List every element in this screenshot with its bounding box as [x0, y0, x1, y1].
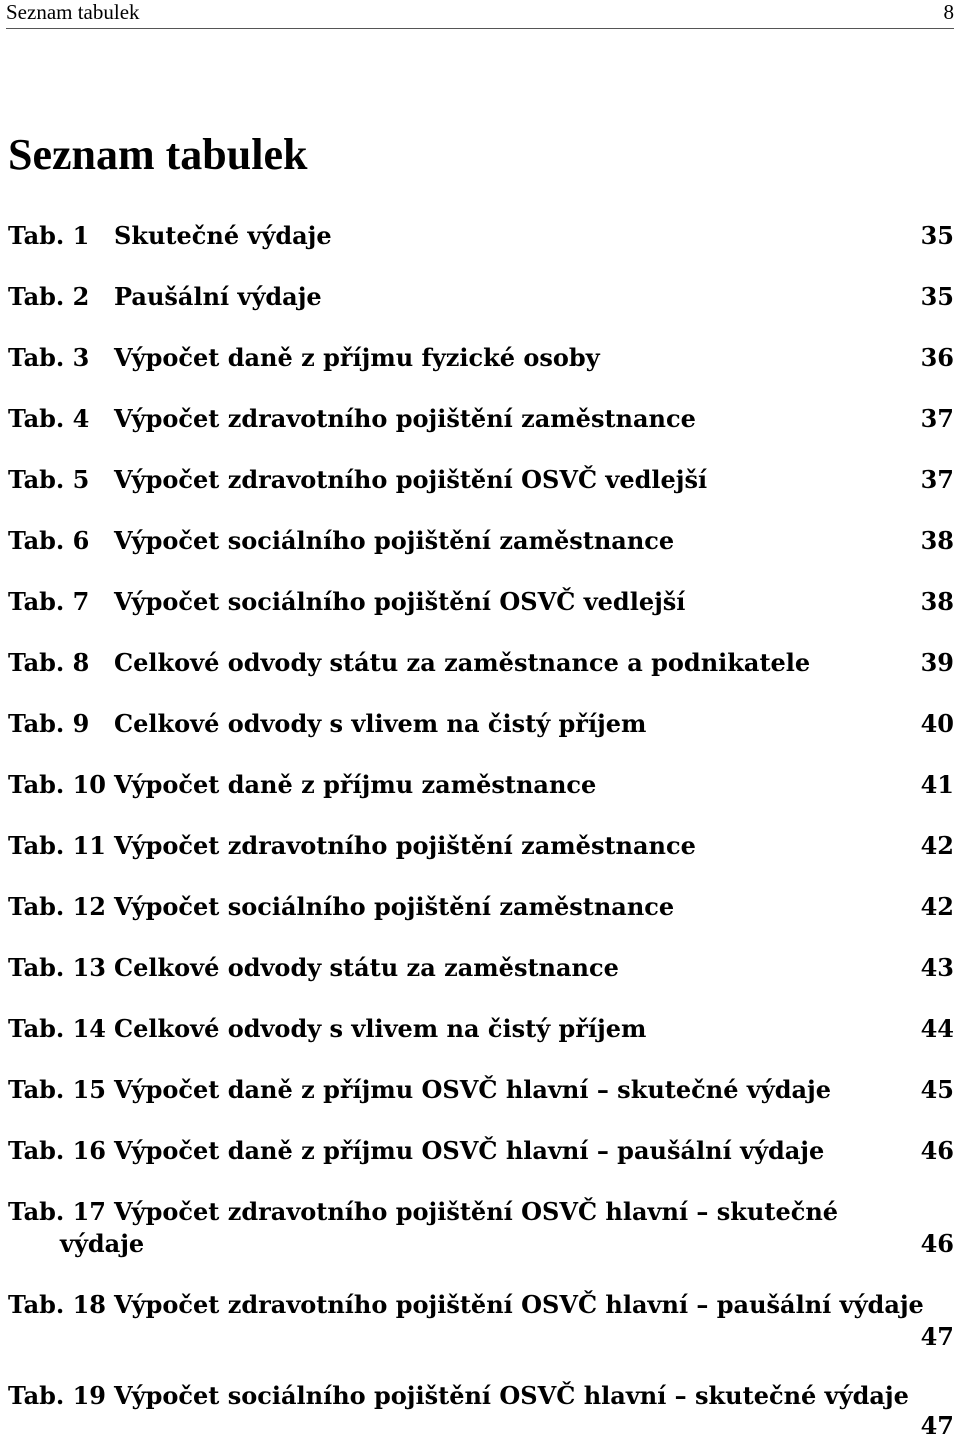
toc-entry-label: Tab. 17 — [8, 1197, 107, 1226]
toc-entry-page: 46 — [920, 1136, 954, 1165]
toc-entry-caption: Výpočet zdravotního pojištění OSVČ hlavní – paušální výdaje — [114, 1290, 924, 1319]
toc-entry-label: Tab. 4 — [8, 404, 90, 433]
toc-entry-caption: Celkové odvody s vlivem na čistý příjem — [114, 1014, 647, 1043]
toc-entry-page: 40 — [920, 709, 954, 738]
toc-entry-label: Tab. 16 — [8, 1136, 107, 1165]
toc-entry-caption: Výpočet sociálního pojištění OSVČ hlavní – skutečné výdaje — [114, 1381, 909, 1410]
toc-entry-page: 47 — [920, 1411, 954, 1440]
toc-entry-page: 35 — [920, 282, 954, 311]
toc-entry-label: Tab. 9 — [8, 709, 90, 738]
toc-entry-caption: Výpočet daně z příjmu OSVČ hlavní – skutečné výdaje — [114, 1075, 831, 1104]
toc-entry-page: 47 — [920, 1322, 954, 1351]
toc-entry-page: 41 — [920, 770, 954, 799]
toc-entry-page: 46 — [920, 1229, 954, 1258]
toc-entry-caption: Výpočet zdravotního pojištění OSVČ vedlejší — [114, 465, 708, 494]
toc-entry-label: Tab. 2 — [8, 282, 90, 311]
toc-entry-caption: Celkové odvody s vlivem na čistý příjem — [114, 709, 647, 738]
toc-entry[interactable] — [8, 1380, 954, 1444]
running-header-page-number: 8 — [943, 0, 954, 24]
toc-entry-caption: Celkové odvody státu za zaměstnance — [114, 953, 619, 982]
toc-entry-caption: Výpočet zdravotního pojištění OSVČ hlavní – skutečné — [114, 1197, 839, 1226]
toc-entry-label: Tab. 15 — [8, 1075, 107, 1104]
toc-entry-page: 39 — [920, 648, 954, 677]
toc-entry-label: Tab. 8 — [8, 648, 90, 677]
toc-entry-label: Tab. 13 — [8, 953, 107, 982]
toc-entry-page: 43 — [920, 953, 954, 982]
toc-entry-label: Tab. 1 — [8, 221, 90, 250]
toc-entry-caption: Celkové odvody státu za zaměstnance a podnikatele — [114, 648, 811, 677]
toc-entry-label: Tab. 18 — [8, 1290, 107, 1319]
toc-entry-label: Tab. 10 — [8, 770, 107, 799]
toc-entry-label: Tab. 7 — [8, 587, 90, 616]
toc-entry-page: 45 — [920, 1075, 954, 1104]
toc-entry-page: 44 — [920, 1014, 954, 1043]
toc-entry-label: Tab. 3 — [8, 343, 90, 372]
toc-entry-page: 36 — [920, 343, 954, 372]
toc-entry-caption: Výpočet zdravotního pojištění zaměstnance — [114, 831, 696, 860]
toc-entry-page: 38 — [920, 526, 954, 555]
toc-entry-caption: Skutečné výdaje — [114, 221, 332, 250]
page-title: Seznam tabulek — [8, 130, 308, 179]
toc-entry[interactable] — [8, 1196, 954, 1260]
toc-entry-page: 42 — [920, 831, 954, 860]
toc-entry-caption: Paušální výdaje — [114, 282, 322, 311]
toc-entry-page: 38 — [920, 587, 954, 616]
toc-entry-label: Tab. 14 — [8, 1014, 107, 1043]
table-list — [8, 0, 954, 1444]
toc-entry-page: 35 — [920, 221, 954, 250]
toc-entry-label: Tab. 6 — [8, 526, 90, 555]
toc-entry-label: Tab. 5 — [8, 465, 90, 494]
running-header-title: Seznam tabulek — [6, 0, 140, 24]
toc-entry-label: Tab. 11 — [8, 831, 107, 860]
toc-entry-label: Tab. 12 — [8, 892, 107, 921]
toc-entry-caption: Výpočet daně z příjmu fyzické osoby — [114, 343, 600, 372]
toc-entry-caption: Výpočet zdravotního pojištění zaměstnance — [114, 404, 696, 433]
toc-entry[interactable] — [8, 1289, 954, 1353]
toc-entry-caption: Výpočet sociálního pojištění OSVČ vedlejší — [114, 587, 686, 616]
toc-entry-caption: Výpočet sociálního pojištění zaměstnance — [114, 892, 675, 921]
toc-entry-caption-continuation: výdaje — [60, 1229, 145, 1258]
toc-entry-label: Tab. 19 — [8, 1381, 107, 1410]
toc-entry-caption: Výpočet daně z příjmu OSVČ hlavní – paušální výdaje — [114, 1136, 825, 1165]
toc-entry-caption: Výpočet daně z příjmu zaměstnance — [114, 770, 597, 799]
toc-entry-caption: Výpočet sociálního pojištění zaměstnance — [114, 526, 675, 555]
toc-entry-page: 37 — [920, 404, 954, 433]
toc-entry-page: 37 — [920, 465, 954, 494]
toc-entry-page: 42 — [920, 892, 954, 921]
